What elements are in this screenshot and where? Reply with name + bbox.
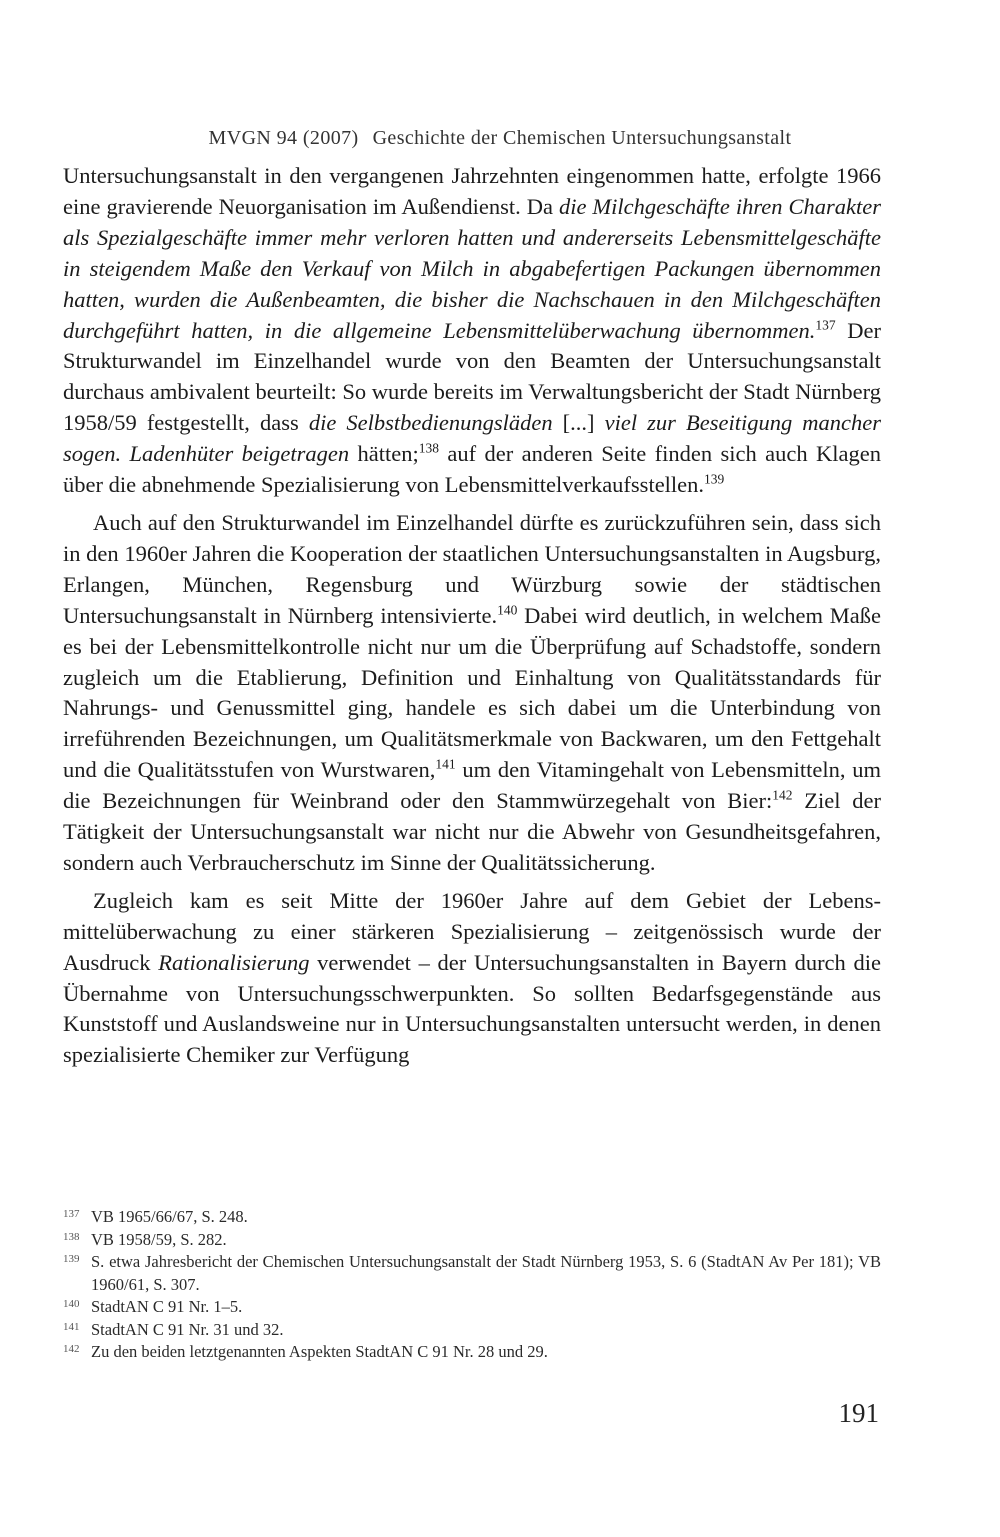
footnote-number: 140 [63,1298,80,1310]
page-number: 191 [838,1398,879,1428]
footnote-ref: 141 [435,756,456,772]
footnote-ref: 142 [772,787,793,803]
footnote-text: VB 1965/66/67, S. 248. [91,1207,248,1226]
text-run: Auch auf den Strukturwandel im Einzelhandel dürfte es zurückzuführen sein, dass sich in den 1960er Jahren die Kooperation der staatlichen Untersuchungsanstalten in Augsburg, Erlangen, München, Regensburg und Würzburg sowie der städtischen Untersuchungsanstalt in Nürnberg intensivierte. [63,509,881,628]
footnote-number: 142 [63,1343,80,1355]
footnote [63,1206,881,1229]
italic-term: Rationalisierung [158,949,310,975]
paragraph-3 [63,886,881,1071]
text-run: Dabei wird deutlich, in welchem Maße es bei der Lebensmittelkontrolle nicht nur um die Überprüfung auf Schadstoffe, sondern zugleich um die Etablierung, Definition und Einhaltung von Qualitätsstandards für Nahrungs- und Genussmittel ging, handele es sich dabei um die Unterbindung von irreführenden Bezeichnungen, um Qualitätsmerkmale von Backwaren, um den Fettgehalt und die Qualitätsstufen von Wurstwaren, [63,602,881,783]
text-run: hätten; [349,441,419,467]
running-title: Geschichte der Chemischen Untersuchungsanstalt [372,127,792,149]
footnote [63,1341,881,1364]
footnote-number: 139 [63,1253,80,1265]
text-run: Ziel der Tätigkeit der Untersuchungsanstalt war nicht nur die Abwehr von Gesundheitsgefahren, sondern auch Verbraucherschutz im Sinne der Qualitätssicherung. [63,788,881,875]
text-run: [...] [552,410,605,436]
footnote-number: 137 [63,1208,80,1220]
italic-quote: die Milchgeschäfte ihren Charakter als Spezialgeschäfte immer mehr verloren hatten und andererseits Lebensmittelgeschäfte in steigendem Maße den Verkauf von Milch in abgabefertigen Packungen übernommen hatten, wurden die Außenbeamten, die bisher die Nachschauen in den Milchgeschäften durchgeführt hatten, in die allgemeine Lebensmittelüberwachung übernommen. [63,193,881,343]
paragraph-2 [63,508,881,879]
text-run: Der Strukturwandel im Einzelhandel wurde von den Beamten der Untersuchungsanstalt durchaus ambivalent beurteilt: So wurde bereits im Verwaltungsbericht der Stadt Nürnberg 1958/59 festgestellt, dass [63,317,881,436]
footnote-ref: 139 [704,471,725,487]
footnote-text: S. etwa Jahresbericht der Chemischen Untersuchungsanstalt der Stadt Nürnberg 1953, S. 6 (StadtAN Av Per 181); VB 1960/61, S. 307. [91,1252,881,1294]
footnote-ref: 138 [418,440,439,456]
text-run: Zugleich kam es seit Mitte der 1960er Jahre auf dem Gebiet der Lebensmittelüberwachung zu einer stärkeren Spezialisierung – zeitgenössisch wurde der Ausdruck [63,887,881,975]
footnote [63,1296,881,1319]
footnote-number: 138 [63,1230,80,1243]
footnote-number: 141 [63,1320,80,1333]
footnote-ref: 140 [497,602,518,618]
footnote-text: StadtAN C 91 Nr. 1–5. [91,1297,243,1316]
text-run: Untersuchungsanstalt in den vergangenen Jahrzehnten eingenommen hatte, erfolgte 1966 eine gravierende Neuorganisation im Außendienst. Da [63,163,881,219]
journal-reference: MVGN 94 (2007) [208,127,359,149]
body-text [63,161,881,1078]
footnote [63,1229,881,1252]
footnotes-section [63,1206,881,1364]
text-run: auf der anderen Seite finden sich auch Klagen über die abnehmende Spezialisierung von Lebensmittelverkaufsstellen. [63,441,881,498]
italic-quote: die Selbstbedienungsläden [308,410,553,436]
footnote-text: VB 1958/59, S. 282. [91,1229,227,1249]
footnote-ref: 137 [815,317,836,333]
footnote [63,1251,881,1296]
paragraph-1 [63,161,881,501]
footnote-text: StadtAN C 91 Nr. 31 und 32. [91,1319,284,1339]
footnote [63,1319,881,1342]
footnote-text: Zu den beiden letztgenannten Aspekten StadtAN C 91 Nr. 28 und 29. [91,1342,548,1361]
text-run: um den Vitamingehalt von Lebensmitteln, um die Bezeichnungen für Weinbrand oder den Stammwürzegehalt von Bier: [63,757,881,814]
text-run: verwendet – der Untersuchungsanstalten in Bayern durch die Übernahme von Untersuchungsschwerpunkten. So sollten Bedarfsgegenstände aus Kunststoff und Auslandsweine nur in Untersuchungsanstalten untersucht werden, in denen spezialisierte Chemiker zur Verfügung [63,949,881,1068]
running-header [0,127,1000,150]
italic-quote: viel zur Beseitigung mancher sogen. Ladenhüter beigetragen [63,410,881,467]
